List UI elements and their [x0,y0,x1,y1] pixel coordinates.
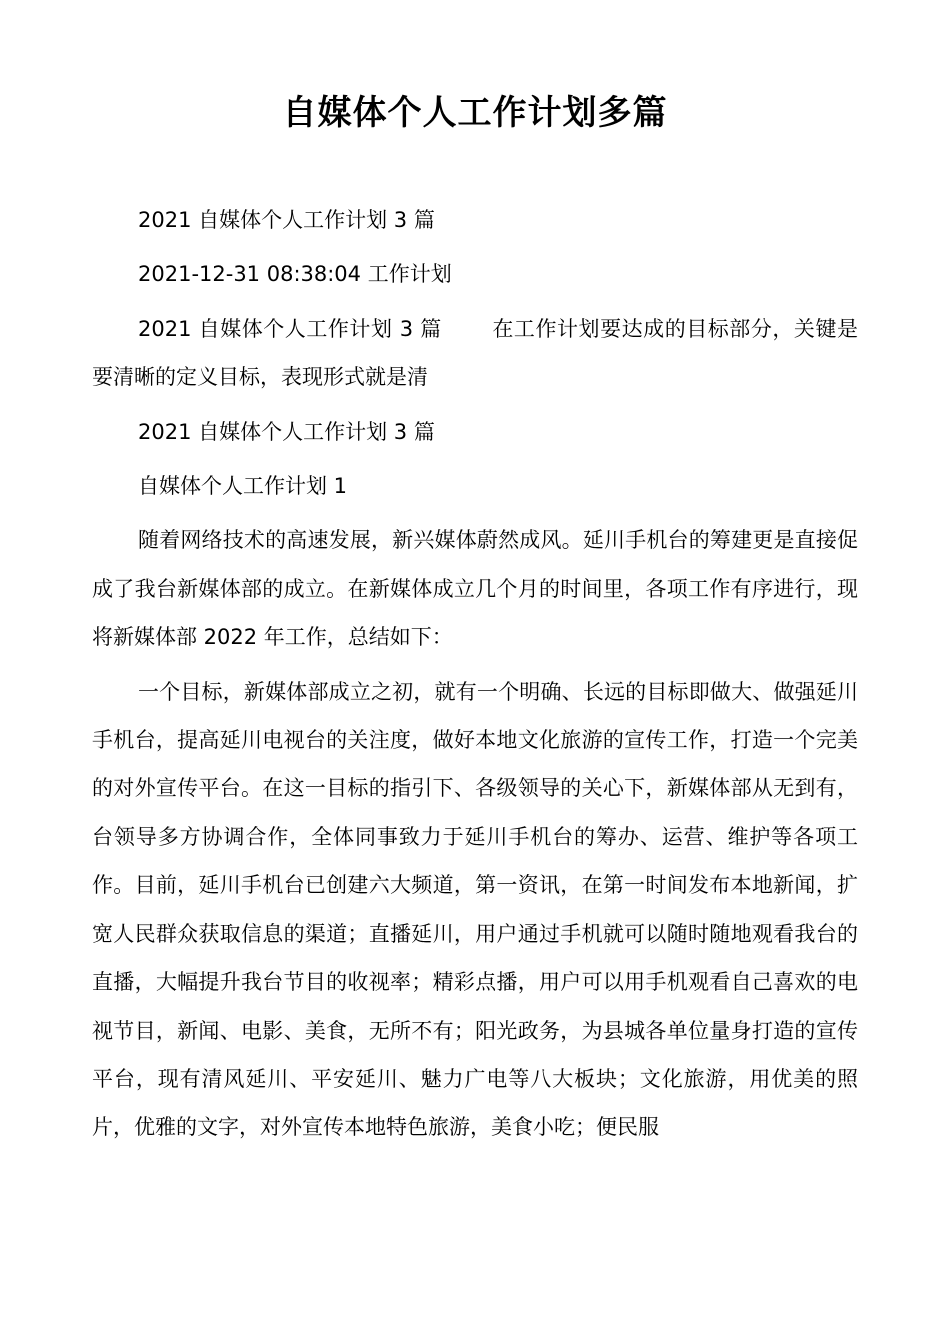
header-line-date: 2021-12-31 08:38:04 工作计划 [138,262,452,287]
body-paragraph-1: 随着网络技术的高速发展，新兴媒体蔚然成风。延川手机台的筹建更是直接促成了我台新媒体部的成立。在新媒体成立几个月的时间里，各项工作有序进行，现将新媒体部 2022 年工作，总结如下： [92,528,858,650]
section-title: 2021 自媒体个人工作计划 3 篇 [138,419,435,444]
subsection-title: 自媒体个人工作计划 1 [138,474,348,499]
document-body [92,196,858,1152]
summary-lead: 2021 自媒体个人工作计划 3 篇 [138,316,442,341]
summary-text: 在工作计划要达成的目标部分，关键是要清晰的定义目标，表现形式就是清 [92,316,858,390]
header-line-title: 2021 自媒体个人工作计划 3 篇 [138,208,435,232]
document-title: 自媒体个人工作计划多篇 [282,93,668,133]
body-paragraph-2: 一个目标，新媒体部成立之初，就有一个明确、长远的目标即做大、做强延川手机台，提高延川电视台的关注度，做好本地文化旅游的宣传工作，打造一个完美的对外宣传平台。在这一目标的指引下、各级领导的关心下，新媒体部从无到有，台领导多方协调合作，全体同事致力于延川手机台的筹办、运营、维护等各项工作。目前，延川手机台已创建六大频道，第一资讯，在第一时间发布本地新闻，扩宽人民群众获取信息的渠道；直播延川，用户通过手机就可以随时随地观看我台的直播，大幅提升我台节目的收视率；精彩点播，用户可以用手机观看自己喜欢的电视节目，新闻、电影、美食，无所不有；阳光政务，为县城各单位量身打造的宣传平台，现有清风延川、平安延川、魅力广电等八大板块；文化旅游，用优美的照片，优雅的文字，对外宣传本地特色旅游，美食小吃；便民服 [92,679,858,1140]
summary-paragraph [92,305,858,402]
